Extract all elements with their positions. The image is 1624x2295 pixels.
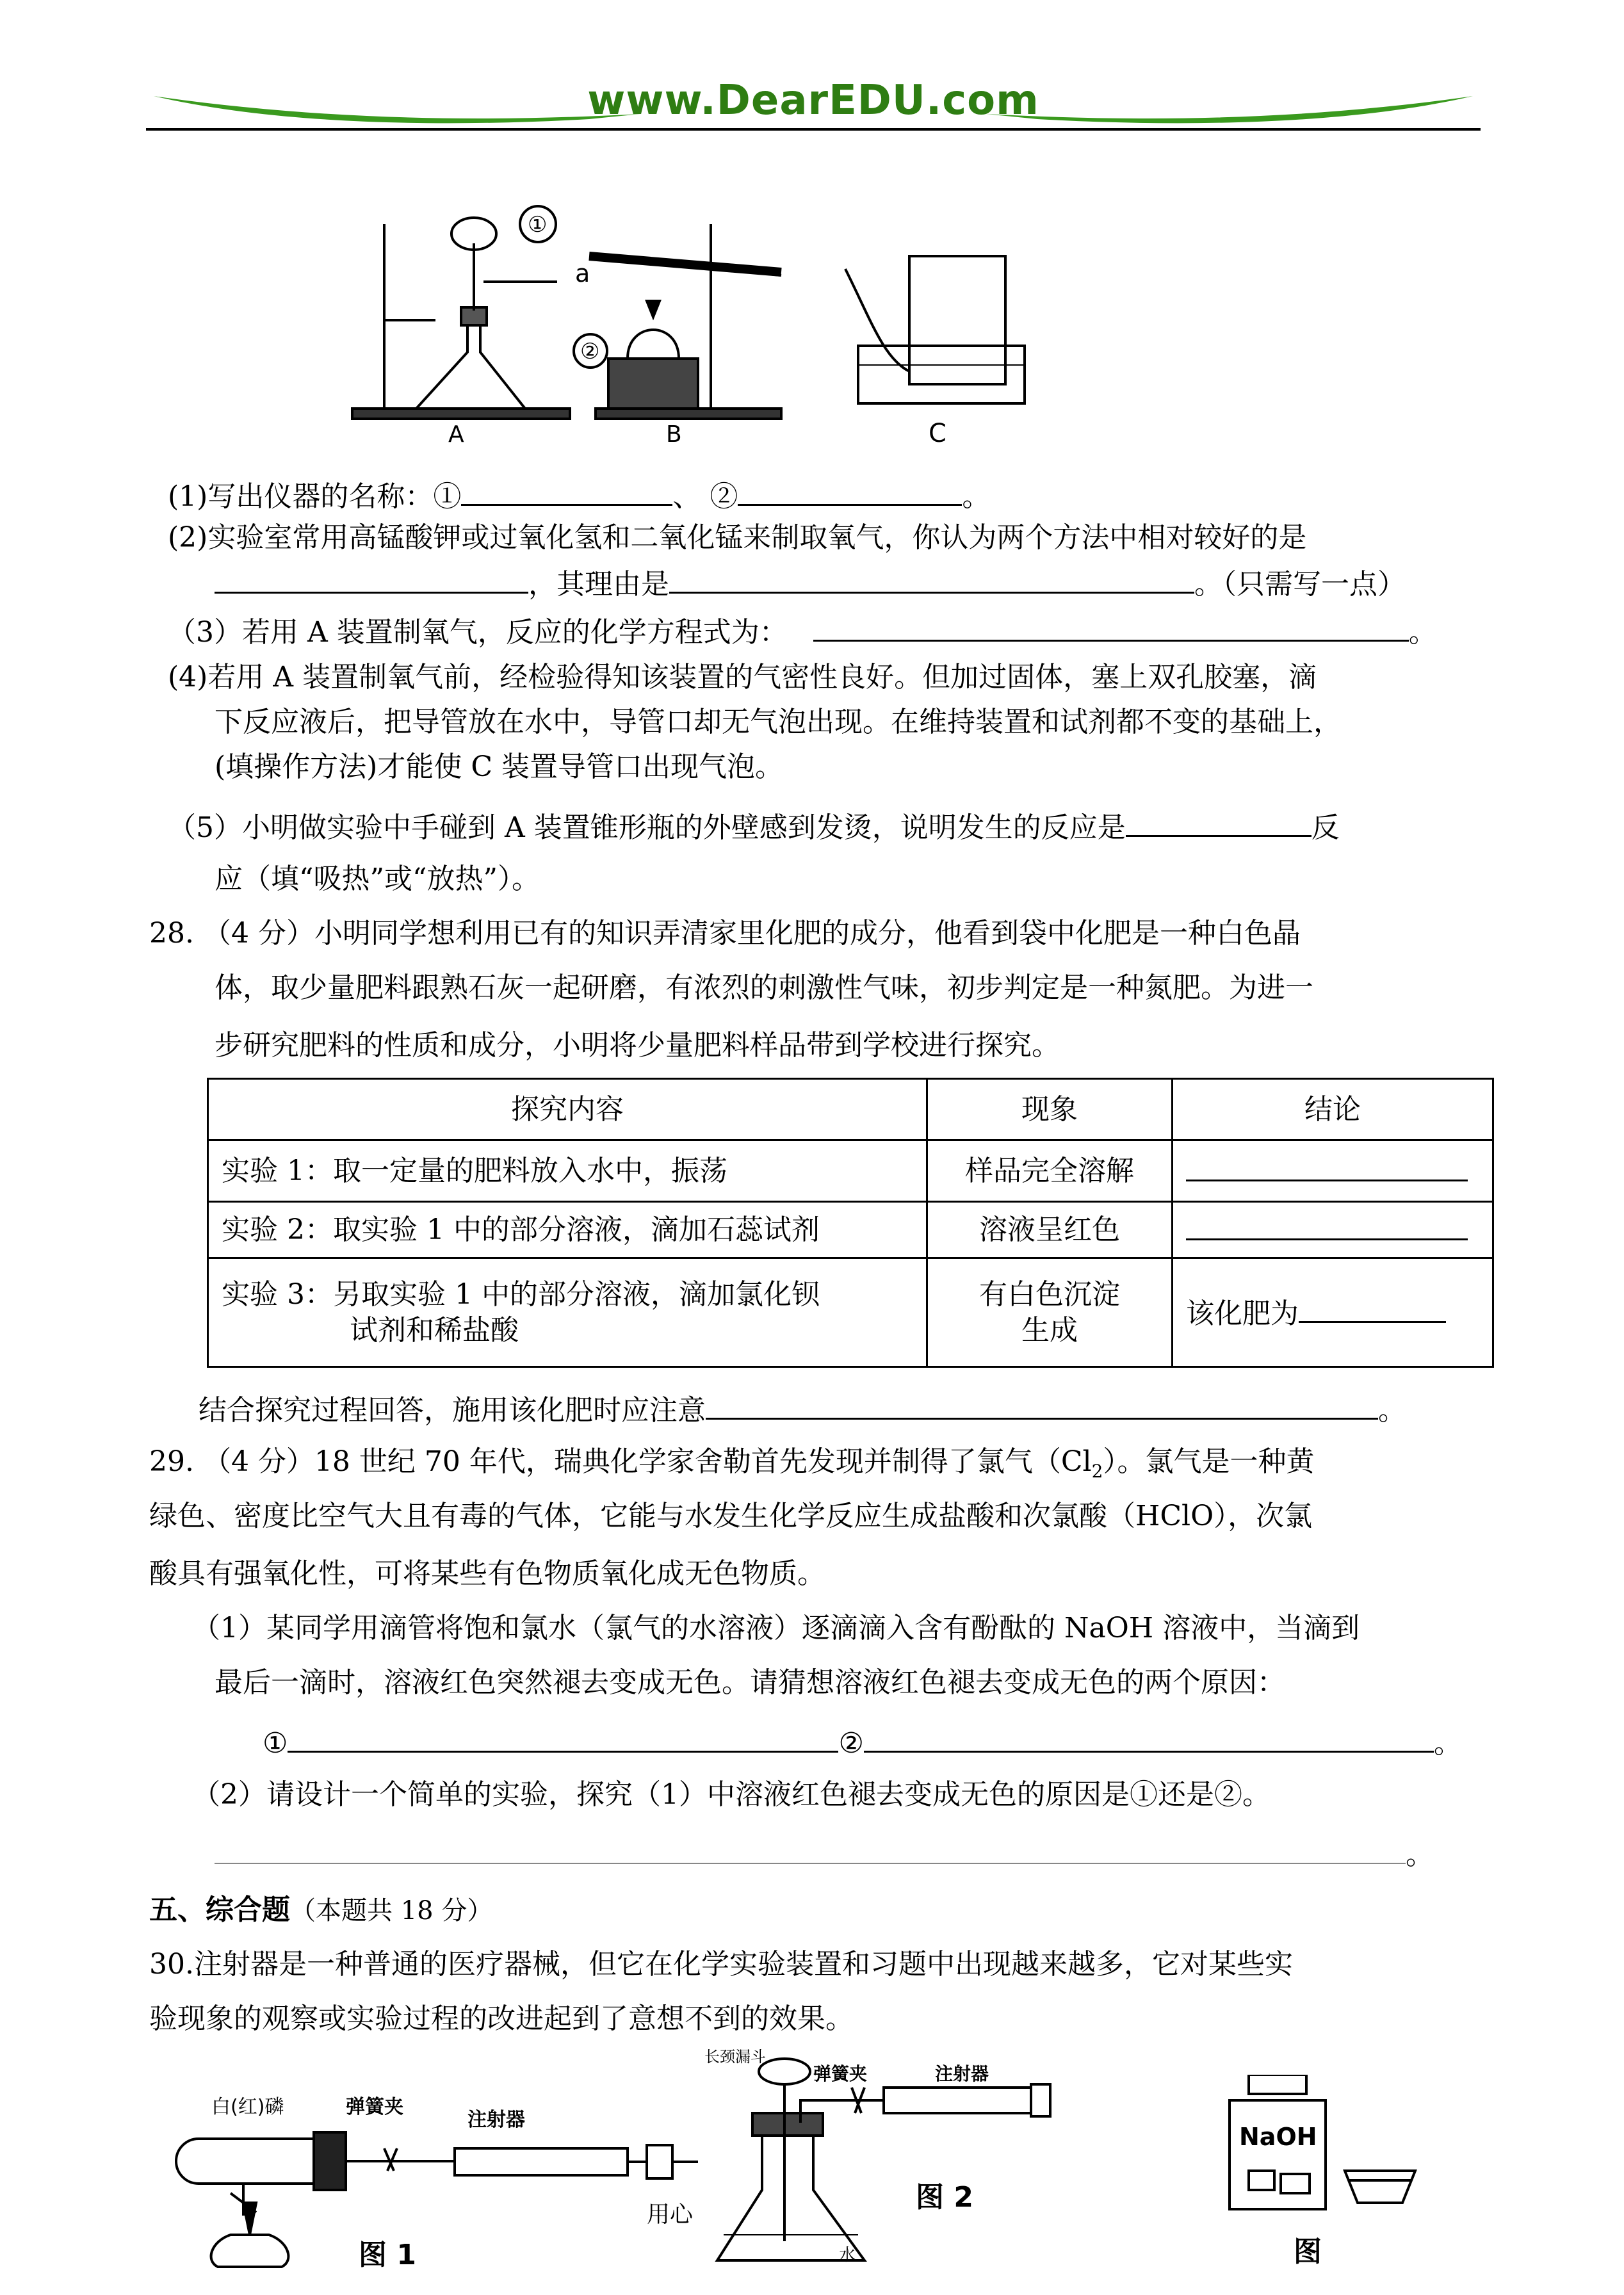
fig2-funnel-label: 长颈漏斗	[704, 2049, 766, 2066]
q29-p2: （2）请设计一个简单的实验，探究（1）中溶液红色褪去变成无色的原因是①还是②。	[192, 1778, 1271, 1811]
row3-blank[interactable]	[1299, 1293, 1446, 1323]
q28-blank[interactable]	[706, 1390, 1378, 1420]
th-content: 探究内容	[208, 1079, 927, 1140]
header	[141, 77, 1486, 141]
fig1-side-text: 用心	[647, 2202, 694, 2228]
fig3-bottle-label: NaOH	[1239, 2123, 1317, 2151]
q27-blank-5[interactable]	[813, 612, 1409, 642]
q28-l3: 步研究肥料的性质和成分，小明将少量肥料样品带到学校进行探究。	[215, 1029, 1060, 1062]
q27-p4-l2: 下反应液后，把导管放在水中，导管口却无气泡出现。在维持装置和试剂都不变的基础上，	[215, 706, 1342, 738]
fig2-water-label: 水	[839, 2246, 856, 2265]
row1-blank[interactable]	[1186, 1151, 1468, 1181]
q27-blank-2[interactable]	[738, 476, 962, 506]
fig1-label: 图 1	[359, 2239, 416, 2271]
q29-blank-2[interactable]	[864, 1723, 1434, 1753]
q29-l2: 绿色、密度比空气大且有毒的气体，它能与水发生化学反应生成盐酸和次氯酸（HClO），次氯	[149, 1500, 1313, 1532]
row1-conclusion[interactable]	[1173, 1140, 1493, 1202]
apparatus-b-icon	[589, 224, 781, 419]
row1-phenomenon: 样品完全溶解	[927, 1140, 1173, 1202]
fig1-syringe-label: 注射器	[467, 2109, 525, 2131]
fig1-clip-label: 弹簧夹	[346, 2096, 403, 2118]
apparatus-a-icon	[352, 206, 570, 419]
row3-content: 实验 3：另取实验 1 中的部分溶液，滴加氯化钡 试剂和稀盐酸	[208, 1258, 927, 1367]
figure-2-apparatus	[704, 2049, 1063, 2280]
site-name: www.DearEDU.com	[587, 77, 1039, 124]
q27-p5-l2: 应（填“吸热”或“放热”）。	[215, 863, 540, 895]
fig2-syringe-label: 注射器	[935, 2063, 989, 2084]
row2-conclusion[interactable]	[1173, 1202, 1493, 1258]
q29-l1: 29. （4 分）18 世纪 70 年代，瑞典化学家舍勒首先发现并制得了氯气$(Cl_2)$。氯气是一种黄	[149, 1445, 1315, 1482]
q27-p2-l1: (2)实验室常用高锰酸钾或过氧化氢和二氧化锰来制取氧气，你认为两个方法中相对较好的是	[168, 521, 1307, 554]
apparatus-c-icon	[845, 256, 1025, 403]
q27-p3: （3）若用 A 装置制氧气，反应的化学方程式为： 。	[168, 612, 1437, 651]
label-C: C	[929, 419, 946, 448]
q28-after: 结合探究过程回答，施用该化肥时应注意 。	[199, 1390, 1406, 1429]
q27-blank-4[interactable]	[669, 564, 1194, 594]
q29-l3: 酸具有强氧化性，可将某些有色物质氧化成无色物质。	[149, 1557, 825, 1590]
label-A: A	[448, 421, 464, 448]
row2-phenomenon: 溶液呈红色	[927, 1202, 1173, 1258]
q29-p2-answer: 。	[215, 1835, 1434, 1873]
figure-1-apparatus	[173, 2068, 704, 2273]
q27-blank-6[interactable]	[1126, 807, 1311, 837]
q29-p1-l2: 最后一滴时，溶液红色突然褪去变成无色。请猜想溶液红色褪去变成无色的两个原因：	[215, 1666, 1285, 1699]
q27-p4-l3: (填操作方法)才能使 C 装置导管口出现气泡。	[215, 750, 783, 783]
q29-blank-1[interactable]	[288, 1723, 838, 1753]
label-B: B	[666, 421, 682, 448]
row2-blank[interactable]	[1186, 1210, 1468, 1240]
q29-p1-l1: （1）某同学用滴管将饱和氯水（氯气的水溶液）逐滴滴入含有酚酞的 NaOH 溶液中，当滴到	[192, 1612, 1360, 1644]
row3-conclusion: 该化肥为	[1173, 1258, 1493, 1367]
callout-1: ①	[528, 212, 548, 238]
fig3-label: 图	[1294, 2235, 1322, 2268]
q27-p4-l1: (4)若用 A 装置制氧气前，经检验得知该装置的气密性良好。但加过固体，塞上双孔胶塞，滴	[168, 661, 1317, 693]
row2-content: 实验 2：取实验 1 中的部分溶液，滴加石蕊试剂	[208, 1202, 927, 1258]
q27-blank-1[interactable]	[461, 476, 672, 506]
fig1-phosphorus-label: 白(红)磷	[211, 2096, 284, 2118]
callout-2: ②	[580, 339, 600, 364]
label-a-inline: a	[575, 259, 590, 288]
figure-3-naoh-bottle	[1210, 2075, 1428, 2216]
fig2-clip-label: 弹簧夹	[813, 2063, 868, 2084]
th-phenomenon: 现象	[927, 1079, 1173, 1140]
section5-heading: 五、综合题（本题共 18 分）	[149, 1894, 493, 1926]
q27-blank-3[interactable]	[215, 564, 528, 594]
q30-l1: 30.注射器是一种普通的医疗器械，但它在化学实验装置和习题中出现越来越多，它对某些实	[149, 1948, 1293, 1981]
q29-blank-3[interactable]	[215, 1835, 1406, 1864]
q30-l2: 验现象的观察或实验过程的改进起到了意想不到的效果。	[149, 2002, 854, 2035]
q27-p2-l2: ，其理由是 。（只需写一点）	[215, 564, 1406, 603]
row1-content: 实验 1：取一定量的肥料放入水中，振荡	[208, 1140, 927, 1202]
q29-p1-answers: ① ② 。	[263, 1723, 1462, 1762]
fig2-label: 图 2	[916, 2181, 973, 2214]
th-conclusion: 结论	[1173, 1079, 1493, 1140]
q27-p5-l1: （5）小明做实验中手碰到 A 装置锥形瓶的外壁感到发烫，说明发生的反应是 反	[168, 807, 1340, 846]
apparatus-figure-abc	[346, 205, 1050, 448]
row3-phenomenon: 有白色沉淀 生成	[927, 1258, 1173, 1367]
q28-table	[207, 1078, 1494, 1368]
q27-p1: (1)写出仪器的名称：① 、 ② 。	[168, 476, 990, 515]
q28-l2: 体，取少量肥料跟熟石灰一起研磨，有浓烈的刺激性气味，初步判定是一种氮肥。为进一	[215, 971, 1313, 1004]
q28-l1: 28. （4 分）小明同学想利用已有的知识弄清家里化肥的成分，他看到袋中化肥是一种白色晶	[149, 917, 1301, 950]
